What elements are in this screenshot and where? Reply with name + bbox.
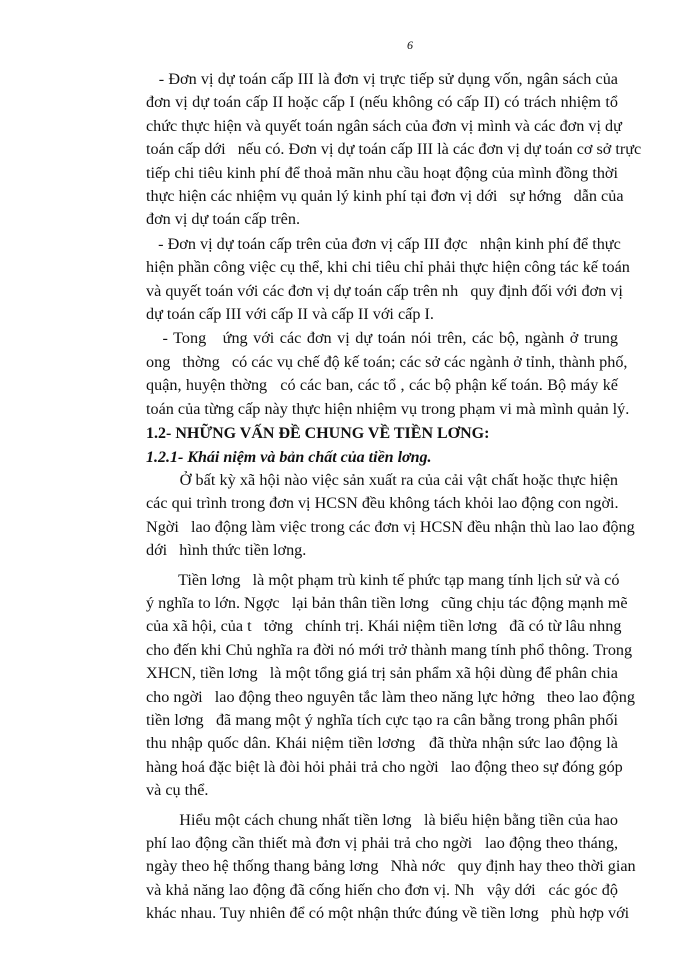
text-line: Hiểu một cách chung nhất tiền lơng là biểu hiện bằng tiền của hao — [146, 810, 618, 829]
text-line: tiếp chi tiêu kinh phí để thoả mãn nhu cầu hoạt động của mình đồng thời — [146, 163, 618, 182]
text-line: và cụ thể. — [146, 781, 209, 800]
text-line: ong thờng có các vụ chế độ kế toán; các sở các ngành ở tỉnh, thành phố, — [146, 352, 628, 371]
text-line: dới hình thức tiền lơng. — [146, 541, 307, 560]
text-line: thu nhập quốc dân. Khái niệm tiền lơơng đã thừa nhận sức lao động là — [146, 734, 618, 753]
text-line: của xã hội, của t tởng chính trị. Khái niệm tiền lơng đã có từ lâu nhng — [146, 617, 622, 636]
text-line: - Tong ứng với các đơn vị dự toán nói trên, các bộ, ngành ở trung — [146, 329, 618, 348]
paragraph-1 — [146, 68, 642, 232]
text-line: và quyết toán với các đơn vị dự toán cấp trên nh quy định đối với đơn vị — [146, 281, 623, 300]
text-line: dự toán cấp III với cấp II và cấp II với cấp I. — [146, 305, 434, 324]
paragraph-3 — [146, 327, 630, 421]
page-number: 6 — [407, 38, 413, 52]
paragraph-5 — [146, 569, 635, 803]
subsection-heading: 1.2.1- Khái niệm và bản chất của tiền lơng. — [146, 448, 432, 466]
text-line: tiền lơng đã mang một ý nghĩa tích cực tạo ra cân bằng trong phân phối — [146, 710, 618, 729]
paragraph-2 — [146, 233, 630, 327]
paragraph-4 — [146, 469, 635, 563]
section-heading: 1.2- NHỮNG VẤN ĐỀ CHUNG VỀ TIỀN LƠNG: — [146, 425, 490, 443]
text-line: quận, huyện thờng có các ban, các tổ , các bộ phận kế toán. Bộ máy kế — [146, 376, 618, 395]
text-line: Ở bất kỳ xã hội nào việc sản xuất ra của cải vật chất hoặc thực hiện — [146, 470, 618, 489]
text-line: khác nhau. Tuy nhiên để có một nhận thức đúng về tiền lơng phù hợp với — [146, 904, 630, 923]
text-line: chức thực hiện và quyết toán ngân sách của đơn vị mình và các đơn vị dự — [146, 116, 622, 135]
document-body — [146, 68, 642, 927]
text-line: toán của từng cấp này thực hiện nhiệm vụ trong phạm vi mà mình quản lý. — [146, 399, 630, 418]
text-line: ý nghĩa to lớn. Ngợc lại bản thân tiền lơng cũng chịu tác động mạnh mẽ — [146, 593, 628, 612]
text-line: cho ngời lao động theo nguyên tắc làm theo năng lực hởng theo lao động — [146, 687, 635, 706]
text-line: Ngời lao động làm việc trong các đơn vị HCSN đều nhận thù lao lao động — [146, 517, 635, 536]
text-line: phí lao động cần thiết mà đơn vị phải trả cho ngời lao động theo tháng, — [146, 834, 618, 852]
text-line: các qui trình trong đơn vị HCSN đều không tách khỏi lao động con ngời. — [146, 494, 619, 513]
text-line: hàng hoá đặc biệt là đòi hỏi phải trả cho ngời lao động theo sự đóng góp — [146, 757, 623, 776]
text-line: hiện phần công việc cụ thể, khi chi tiêu chỉ phải thực hiện công tác kế toán — [146, 258, 630, 277]
text-line: ngày theo hệ thống thang bảng lơng Nhà nớc quy định hay theo thời gian — [146, 857, 636, 876]
text-line: toán cấp dới nếu có. Đơn vị dự toán cấp III là các đơn vị dự toán cơ sở trực — [146, 140, 642, 159]
text-line: thực hiện các nhiệm vụ quản lý kinh phí tại đơn vị dới sự hớng dẫn của — [146, 187, 624, 206]
text-line: và khả năng lao động đã cống hiến cho đơn vị. Nh vậy dới các góc độ — [146, 880, 618, 899]
text-line: - Đơn vị dự toán cấp III là đơn vị trực tiếp sử dụng vốn, ngân sách của — [146, 70, 618, 88]
text-line: cho đến khi Chủ nghĩa ra đời nó mới trở thành mang tính phổ thông. Trong — [146, 640, 633, 659]
paragraph-6 — [146, 809, 636, 926]
text-line: đơn vị dự toán cấp II hoặc cấp I (nếu không có cấp II) có trách nhiệm tổ — [146, 93, 618, 112]
text-line: XHCN, tiền lơng là một tổng giá trị sản phẩm xã hội dùng để phân chia — [146, 664, 618, 683]
text-line: đơn vị dự toán cấp trên. — [146, 210, 300, 229]
text-line: - Đơn vị dự toán cấp trên của đơn vị cấp III đợc nhận kinh phí để thực — [146, 234, 621, 253]
text-line: Tiền lơng là một phạm trù kinh tế phức tạp mang tính lịch sử và có — [146, 570, 620, 589]
